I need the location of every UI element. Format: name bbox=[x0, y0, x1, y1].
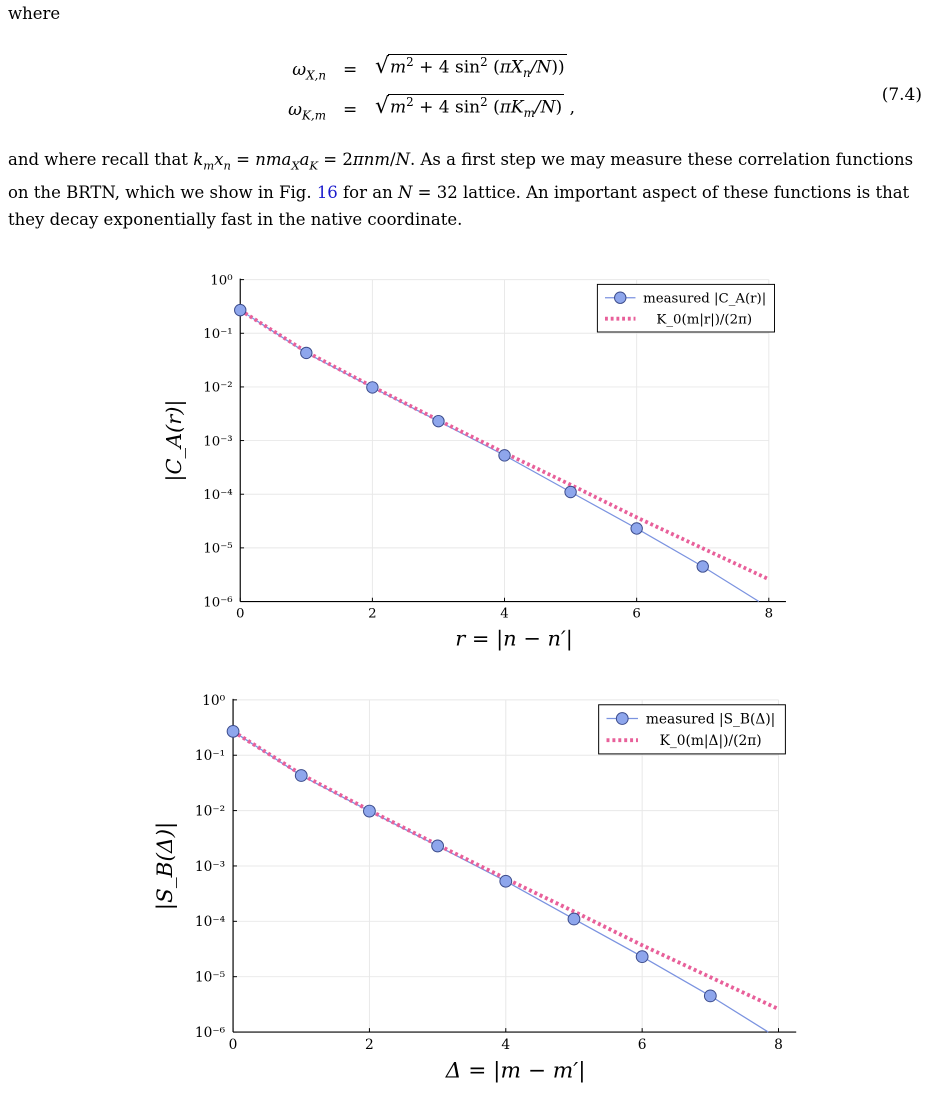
eq2-lhs: $\omega_{K,m}$ bbox=[288, 100, 326, 123]
y-tick-label: 10⁻² bbox=[194, 803, 226, 820]
y-tick-label: 10⁰ bbox=[210, 273, 233, 289]
x-axis-label: r = |n − n′| bbox=[455, 626, 573, 651]
figure-link[interactable]: 16 bbox=[316, 183, 338, 203]
equation-line-2 bbox=[0, 90, 930, 130]
x-tick-label: 6 bbox=[632, 606, 641, 622]
correlation-chart-ca bbox=[0, 252, 930, 652]
x-tick-label: 6 bbox=[637, 1036, 647, 1053]
x-tick-label: 0 bbox=[235, 606, 245, 622]
body-paragraph: and where recall that $k_mx_n = nma_Xa_K = 2\pi nm/N$. As a first step we may measure these correlation functions on the BRTN, which we show in Fig. 16 for an N = 32 lattice. An important aspect of these functions is that they decay exponentially fast in the native coordinate. bbox=[8, 150, 914, 230]
y-axis-label: |S_B(Δ)| bbox=[153, 821, 179, 911]
equation-7-4 bbox=[0, 50, 930, 134]
data-point-measured bbox=[432, 840, 444, 852]
data-point-measured bbox=[433, 415, 444, 426]
y-tick-label: 10⁻⁴ bbox=[203, 487, 233, 503]
y-tick-label: 10⁻⁵ bbox=[203, 541, 233, 557]
y-tick-label: 10⁻² bbox=[203, 380, 233, 396]
x-tick-label: 8 bbox=[774, 1036, 783, 1053]
eq2-rhs: $√m^2 + 4$ $\sin^2 (\pi K_m/N)$ , bbox=[375, 94, 575, 121]
x-tick-label: 8 bbox=[764, 606, 774, 622]
y-tick-label: 10⁻³ bbox=[194, 858, 226, 875]
y-tick-label: 10⁰ bbox=[202, 692, 226, 709]
data-point-measured bbox=[499, 450, 510, 461]
x-tick-label: 4 bbox=[500, 606, 509, 622]
correlation-chart-sb bbox=[0, 692, 930, 1092]
y-tick-label: 10⁻³ bbox=[203, 434, 233, 450]
legend-label-theory: K_0(m|Δ|)/(2π) bbox=[659, 733, 762, 750]
y-axis-label: |C_A(r)| bbox=[162, 399, 187, 482]
legend-label-theory: K_0(m|r|)/(2π) bbox=[656, 312, 753, 328]
eq2-equals: = bbox=[343, 100, 358, 120]
data-point-measured bbox=[227, 725, 239, 737]
data-point-measured bbox=[301, 347, 312, 358]
x-tick-label: 4 bbox=[501, 1036, 511, 1053]
data-point-measured bbox=[697, 561, 708, 572]
x-tick-label: 2 bbox=[365, 1036, 374, 1053]
x-axis-label: Δ = |m − m′| bbox=[445, 1058, 586, 1084]
legend bbox=[597, 284, 774, 332]
y-tick-label: 10⁻⁵ bbox=[194, 969, 226, 986]
legend-marker-measured bbox=[615, 292, 626, 303]
y-tick-label: 10⁻⁶ bbox=[194, 1024, 226, 1041]
y-tick-label: 10⁻¹ bbox=[203, 327, 233, 343]
data-point-measured bbox=[367, 382, 378, 393]
equation-number: (7.4) bbox=[881, 85, 922, 105]
data-point-measured bbox=[500, 875, 512, 887]
legend-label-measured: measured |S_B(Δ)| bbox=[645, 711, 776, 728]
data-point-measured bbox=[295, 770, 307, 782]
data-point-measured bbox=[568, 913, 580, 925]
eq1-lhs: $\omega_{X,n}$ bbox=[292, 60, 326, 83]
data-point-measured bbox=[636, 951, 648, 963]
data-point-measured bbox=[235, 304, 246, 315]
data-point-measured bbox=[704, 990, 716, 1002]
x-tick-label: 0 bbox=[228, 1036, 238, 1053]
paragraph-where: where bbox=[8, 4, 61, 23]
equation-line-1 bbox=[0, 50, 930, 90]
x-tick-label: 2 bbox=[368, 606, 377, 622]
eq1-rhs: $√m^2 + 4$ $\sin^2 (\pi X_n/N)$) bbox=[375, 54, 565, 81]
legend-marker-measured bbox=[616, 713, 628, 725]
y-tick-label: 10⁻⁴ bbox=[194, 914, 226, 931]
legend bbox=[599, 705, 786, 754]
data-point-measured bbox=[565, 486, 576, 497]
legend-label-measured: measured |C_A(r)| bbox=[643, 291, 767, 307]
eq1-equals: = bbox=[343, 60, 358, 80]
data-point-measured bbox=[364, 805, 376, 817]
data-point-measured bbox=[631, 523, 642, 534]
y-tick-label: 10⁻¹ bbox=[194, 748, 226, 765]
y-tick-label: 10⁻⁶ bbox=[203, 595, 233, 611]
